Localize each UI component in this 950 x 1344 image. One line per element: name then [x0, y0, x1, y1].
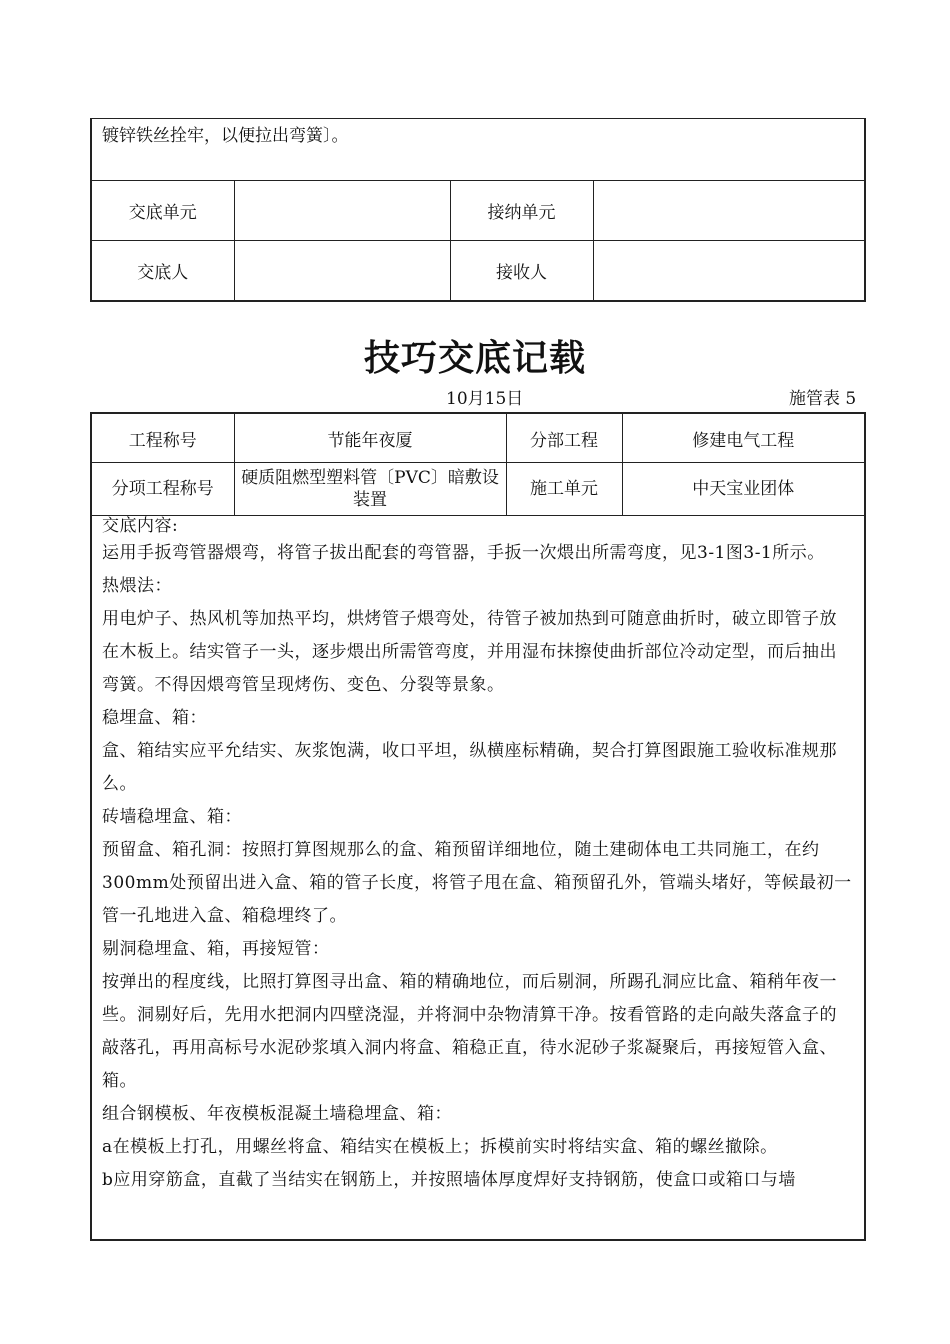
- discloser-label: 交底人: [91, 241, 234, 301]
- info-table: [90, 412, 866, 516]
- contractor-label: 施工单元: [506, 463, 622, 516]
- content-paragraph: 剔洞稳埋盒、箱，再接短管：: [102, 939, 330, 959]
- discloser-value: [234, 241, 450, 301]
- content-heading: 交底内容:: [102, 516, 179, 536]
- subitem-value: 硬质阻燃型塑料管〔PVC〕暗敷设装置: [234, 463, 506, 516]
- disclosure-unit-label: 交底单元: [91, 181, 234, 241]
- content-paragraph: 稳埋盒、箱：: [102, 708, 207, 728]
- receiving-unit-label: 接纳单元: [450, 181, 593, 241]
- subitem-label: 分项工程称号: [91, 463, 234, 516]
- content-paragraph: 组合钢模板、年夜模板混凝土墙稳埋盒、箱：: [102, 1104, 452, 1124]
- previous-page-table: [90, 118, 866, 302]
- division-value: 修建电气工程: [622, 413, 865, 463]
- content-paragraph: 按弹出的程度线，比照打算图寻出盒、箱的精确地位，而后剔洞，所踢孔洞应比盒、箱稍年夜一些。洞剔好后，先用水把洞内四壁浇湿，并将洞中杂物清算干净。按看管路的走向敲失落盒子的敲落孔，再用高标号水泥砂浆填入洞内将盒、箱稳正直，待水泥砂子浆凝聚后，再接短管入盒、箱。: [102, 972, 837, 1091]
- receiver-value: [593, 241, 865, 301]
- content-paragraph: 用电炉子、热风机等加热平均，烘烤管子煨弯处，待管子被加热到可随意曲折时，破立即管子放在木板上。结实管子一头，逐步煨出所需管弯度，并用湿布抹擦使曲折部位冷动定型，而后抽出弯簧。不得因煨弯管呈现烤伤、变色、分裂等景象。: [102, 609, 837, 695]
- disclosure-unit-value: [234, 181, 450, 241]
- content-paragraph: a在模板上打孔，用螺丝将盒、箱结实在模板上；拆模前实时将结实盒、箱的螺丝撤除。: [102, 1137, 778, 1157]
- continuation-text: 镀锌铁丝拴牢，以便拉出弯簧〕。: [91, 119, 865, 181]
- content-paragraph: 预留盒、箱孔洞：按照打算图规那么的盒、箱预留详细地位，随土建砌体电工共同施工，在约300mm处预留出进入盒、箱的管子长度，将管子甩在盒、箱预留孔外，管端头堵好，等候最初一管一孔地进入盒、箱稳埋终了。: [102, 840, 852, 926]
- contractor-value: 中天宝业团体: [622, 463, 865, 516]
- content-paragraph: 砖墙稳埋盒、箱：: [102, 807, 242, 827]
- content-paragraph: 运用手扳弯管器煨弯，将管子拔出配套的弯管器，手扳一次煨出所需弯度，见3-1图3-1所示。: [102, 543, 825, 563]
- receiving-unit-value: [593, 181, 865, 241]
- content-paragraph: 盒、箱结实应平允结实、灰浆饱满，收口平坦，纵横座标精确，契合打算图跟施工验收标准规那么。: [102, 741, 837, 794]
- receiver-label: 接收人: [450, 241, 593, 301]
- date: 10月15日: [446, 389, 524, 409]
- project-name-value: 节能年夜厦: [234, 413, 506, 463]
- content-paragraph: b应用穿筋盒，直截了当结实在钢筋上，并按照墙体厚度焊好支持钢筋，使盒口或箱口与墙: [102, 1170, 796, 1190]
- form-number: 施管表 5: [789, 389, 857, 409]
- project-name-label: 工程称号: [91, 413, 234, 463]
- division-label: 分部工程: [506, 413, 622, 463]
- disclosure-content: [90, 515, 866, 1241]
- content-paragraph: 热煨法：: [102, 576, 172, 596]
- page-title: 技巧交底记载: [363, 338, 586, 379]
